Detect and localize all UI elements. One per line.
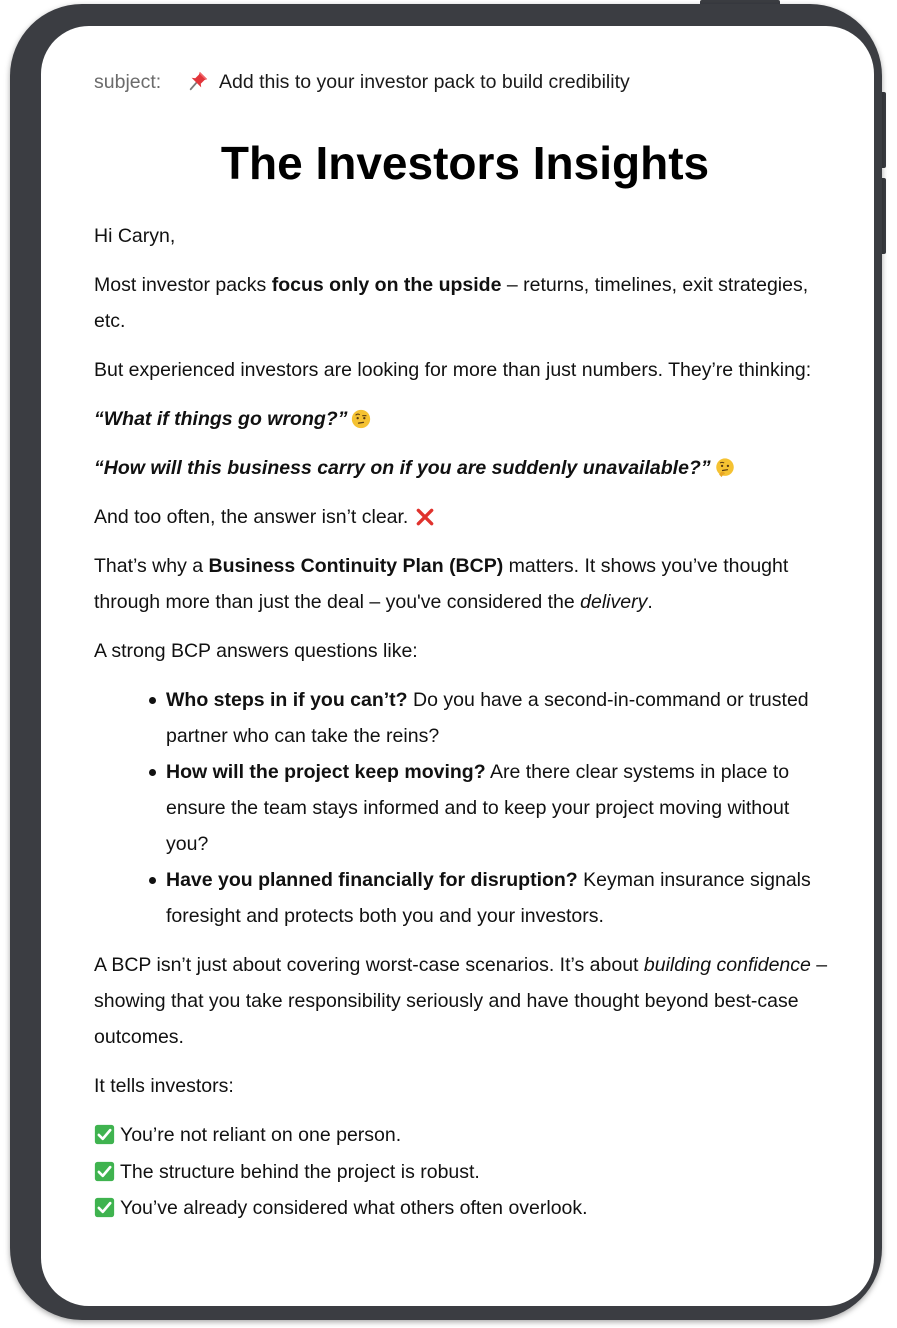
p4-italic: delivery [580, 591, 648, 613]
check-mark-button-icon [94, 1197, 115, 1218]
list-item-text: Are there clear systems in place to ensure the team stays informed and to keep your project moving without you? [166, 761, 790, 855]
p6-text-after: – showing that you take responsibility seriously and have thought beyond best-case outcomes. [94, 954, 828, 1048]
list-item-bold: Have you planned financially for disruption? [166, 869, 578, 891]
list-item-bold: How will the project keep moving? [166, 761, 486, 783]
tablet-frame [10, 4, 882, 1320]
list-item [166, 754, 836, 862]
tablet-screen [41, 26, 874, 1306]
email-body [94, 218, 836, 1227]
list-item-text: Do you have a second-in-command or trusted partner who can take the reins? [166, 689, 809, 747]
p4-text: That’s why a [94, 555, 209, 577]
check-mark-button-icon [94, 1161, 115, 1182]
paragraph-questions-intro: A strong BCP answers questions like: [94, 640, 418, 662]
p6-italic: building confidence [643, 954, 811, 976]
unclear-text: And too often, the answer isn’t clear. [94, 506, 409, 528]
pushpin-icon [187, 70, 209, 92]
check-item-text: You’re not reliant on one person. [120, 1124, 402, 1146]
subject-text: Add this to your investor pack to build credibility [218, 71, 630, 93]
p4-text-after: . [647, 591, 653, 613]
list-item-text: Keyman insurance signals foresight and protects both you and your investors. [166, 869, 811, 927]
check-item-text: The structure behind the project is robust. [120, 1160, 480, 1183]
paragraph-upside [94, 267, 836, 339]
list-item [166, 682, 836, 754]
bcp-question-list [94, 682, 836, 934]
paragraph-tells-investors: It tells investors: [94, 1075, 234, 1097]
greeting: Hi Caryn, [94, 225, 176, 247]
p1-bold: focus only on the upside [271, 274, 502, 296]
list-item-bold: Who steps in if you can’t? [166, 689, 408, 711]
check-item [94, 1117, 836, 1154]
p4-bold: Business Continuity Plan (BCP) [208, 555, 504, 577]
p1-text: Most investor packs [94, 274, 272, 296]
check-item [94, 1190, 836, 1227]
subject-line [94, 68, 630, 96]
thinking-face-icon [715, 458, 735, 478]
check-item-text: You’ve already considered what others often overlook. [120, 1197, 588, 1219]
paragraph-confidence [94, 947, 836, 1055]
list-item [166, 862, 836, 934]
paragraph-unclear [94, 499, 836, 535]
paragraph-bcp [94, 548, 836, 620]
cross-mark-icon [415, 507, 435, 527]
question-2 [94, 450, 836, 486]
newsletter-title: The Investors Insights [220, 137, 710, 189]
p6-text: A BCP isn’t just about covering worst-case scenarios. It’s about [94, 954, 644, 976]
raised-eyebrow-face-icon [351, 409, 371, 429]
subject-label: subject: [94, 71, 162, 93]
question-2-text: “How will this business carry on if you are suddenly unavailable?” [94, 457, 711, 479]
question-1 [94, 401, 836, 437]
paragraph-experienced: But experienced investors are looking for more than just numbers. They’re thinking: [94, 359, 812, 381]
check-mark-button-icon [94, 1124, 115, 1145]
p1-text-after: – returns, timelines, exit strategies, etc. [94, 274, 809, 332]
question-1-text: “What if things go wrong?” [94, 408, 348, 430]
check-item [94, 1154, 836, 1191]
p4-text-middle: matters. It shows you’ve thought through more than just the deal – you've considered the [94, 555, 789, 613]
